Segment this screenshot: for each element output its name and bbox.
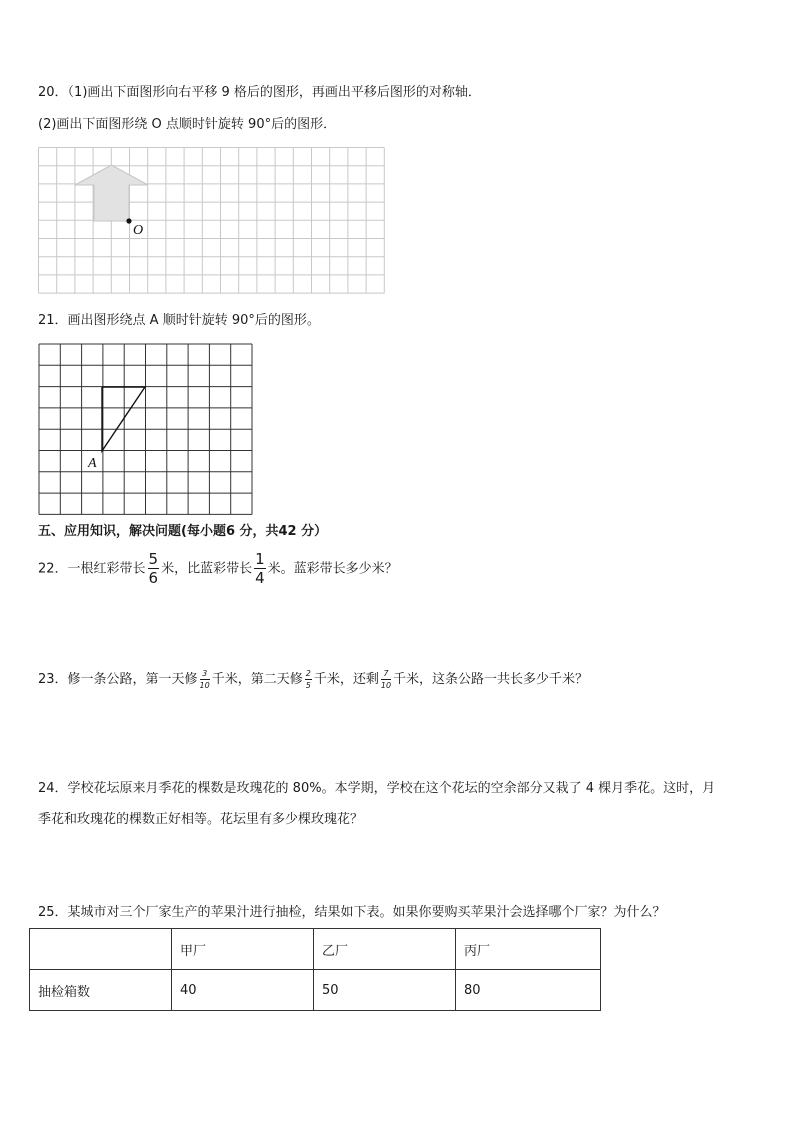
q20-point-o-label: O bbox=[133, 223, 144, 238]
q24-line1: 24．学校花坛原来月季花的棵数是玫瑰花的 80%。本学期，学校在这个花坛的空余部分又栽了 4 棵月季花。这时，月 bbox=[38, 781, 716, 796]
q20-grid bbox=[38, 147, 388, 297]
q20-line1: 20．（1)画出下面图形向右平移 9 格后的图形，再画出平移后图形的对称轴． bbox=[38, 85, 481, 100]
q23-frac3-num: 7 bbox=[381, 670, 391, 680]
section5-title: 五、应用知识，解决问题(每小题6 分，共42 分） bbox=[38, 524, 328, 539]
q24-line2: 季花和玫瑰花的棵数正好相等。花坛里有多少棵玫瑰花？ bbox=[38, 812, 364, 827]
q23-frac2-num: 2 bbox=[305, 668, 311, 678]
q21-text: 21．画出图形绕点 A 顺时针旋转 90°后的图形。 bbox=[38, 313, 320, 328]
q20-point-o bbox=[126, 218, 131, 223]
q22-frac1-num: 5 bbox=[148, 550, 159, 568]
q22-frac2-num: 1 bbox=[255, 550, 265, 568]
q21-grid bbox=[38, 343, 256, 517]
q23-frac3-den: 10 bbox=[380, 680, 392, 690]
q22-fraction-5-6 bbox=[148, 552, 160, 586]
q22-text bbox=[38, 552, 398, 586]
q23-part3: 千米，还剩 bbox=[313, 672, 379, 687]
q23-text bbox=[38, 668, 588, 692]
q22-part2: 米，比蓝彩带长 bbox=[161, 561, 253, 577]
q23-part2: 千米，第二天修 bbox=[211, 672, 303, 687]
q25-value-2: 80 bbox=[456, 970, 601, 1011]
q21-triangle bbox=[102, 387, 145, 451]
q25-value-0: 40 bbox=[172, 970, 314, 1011]
q23-fraction-7-10 bbox=[381, 670, 391, 690]
q23-part1: 23．修一条公路，第一天修 bbox=[38, 672, 198, 687]
q25-header-cell-1: 甲厂 bbox=[172, 929, 314, 970]
q20-arrow-shape bbox=[75, 165, 148, 221]
q23-fraction-3-10 bbox=[200, 670, 210, 690]
q22-fraction-1-4 bbox=[254, 552, 266, 586]
q22-part1: 22．一根红彩带长 bbox=[38, 561, 146, 577]
q25-header-cell-2: 乙厂 bbox=[314, 929, 456, 970]
q22-frac2-den: 4 bbox=[255, 569, 265, 587]
q20-line2: (2)画出下面图形绕 O 点顺时针旋转 90°后的图形． bbox=[38, 117, 337, 132]
q22-frac1-den: 6 bbox=[148, 569, 159, 587]
q25-row-label: 抽检箱数 bbox=[30, 970, 172, 1011]
q23-frac1-num: 3 bbox=[200, 670, 210, 680]
q23-frac2-den: 5 bbox=[305, 680, 311, 690]
q25-table bbox=[29, 928, 601, 1011]
q25-value-1: 50 bbox=[314, 970, 456, 1011]
q23-fraction-2-5 bbox=[305, 670, 312, 690]
q23-frac1-den: 10 bbox=[199, 680, 210, 690]
q25-header-row bbox=[30, 929, 601, 970]
q22-part3: 米。蓝彩带长多少米？ bbox=[267, 561, 398, 577]
q20-arrow-shape-fill bbox=[75, 165, 148, 221]
q25-header-cell-3: 丙厂 bbox=[456, 929, 601, 970]
q20-grid-lines bbox=[39, 148, 385, 294]
q25-text: 25．某城市对三个厂家生产的苹果汁进行抽检，结果如下表。如果你要购买苹果汁会选择哪个厂家？为什么？ bbox=[38, 905, 666, 920]
q25-header-cell-0 bbox=[30, 929, 172, 970]
q21-grid-lines bbox=[39, 344, 252, 514]
q25-data-row bbox=[30, 970, 601, 1011]
q21-point-a-label: A bbox=[88, 456, 97, 471]
q23-part4: 千米，这条公路一共长多少千米？ bbox=[393, 672, 589, 687]
